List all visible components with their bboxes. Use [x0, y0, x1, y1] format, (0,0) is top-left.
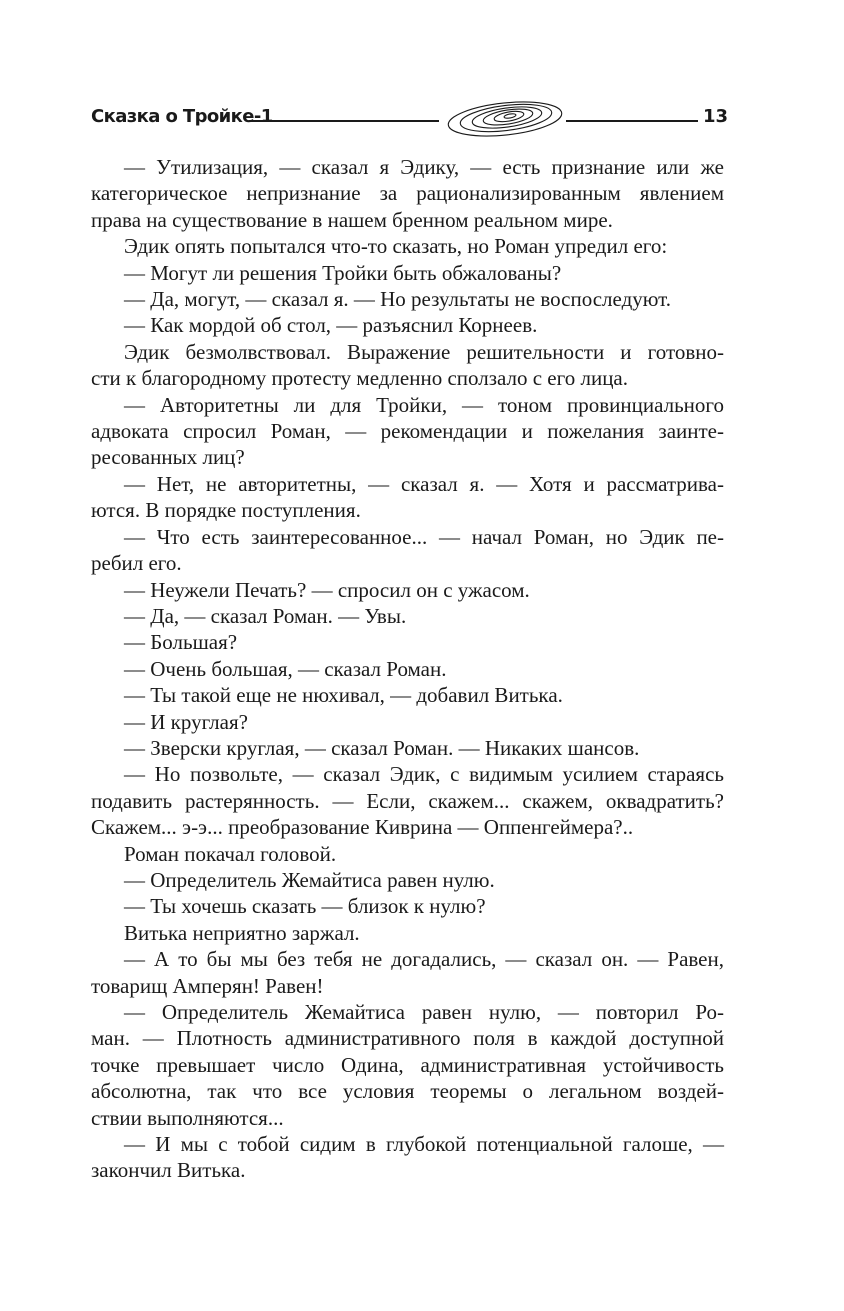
text-line: — Что есть заинтересованное... — начал Роман, но Эдик пе-: [124, 524, 724, 549]
paragraph: [91, 841, 724, 867]
text-line: Витька неприятно заржал.: [124, 920, 360, 945]
paragraph: [91, 154, 724, 233]
text-line: Роман покачал головой.: [124, 841, 337, 866]
text-line: абсолютна, так что все условия теоремы о легальном воздей-: [91, 1079, 724, 1104]
text-line: Эдик опять попытался что-то сказать, но Роман упредил его:: [124, 234, 668, 259]
paragraph: [91, 709, 724, 735]
text-line: — А то бы мы без тебя не догадались, — сказал он. — Равен,: [124, 947, 724, 972]
text-line: — Авторитетны ли для Тройки, — тоном провинциального: [124, 392, 724, 417]
paragraph: [91, 312, 724, 338]
paragraph: [91, 339, 724, 392]
header-rule-right: [566, 120, 698, 122]
paragraph: [91, 286, 724, 312]
text-line: закончил Витька.: [91, 1158, 246, 1183]
text-line: — И мы с тобой сидим в глубокой потенциальной галоше, —: [124, 1132, 724, 1157]
text-line: — Как мордой об стол, — разъяснил Корнеев.: [124, 313, 538, 338]
paragraph: [91, 1131, 724, 1184]
paragraph: [91, 577, 724, 603]
spiral-ornament-icon: [443, 98, 565, 138]
text-line: — Могут ли решения Тройки быть обжалованы?: [124, 260, 562, 285]
paragraph: [91, 392, 724, 471]
paragraph: [91, 603, 724, 629]
text-line: Эдик безмолвствовал. Выражение решительности и готовно-: [124, 339, 724, 364]
text-line: ствии выполняются...: [91, 1105, 284, 1130]
paragraph: [91, 999, 724, 1131]
paragraph: [91, 471, 724, 524]
paragraph: [91, 920, 724, 946]
body-text: [91, 154, 724, 1184]
text-line: — Очень большая, — сказал Роман.: [124, 656, 447, 681]
text-line: адвоката спросил Роман, — рекомендации и пожелания заинте-: [91, 419, 724, 444]
text-line: права на существование в нашем бренном реальном мире.: [91, 207, 613, 232]
text-line: — Утилизация, — сказал я Эдику, — есть признание или же: [124, 155, 724, 179]
page-number: 13: [703, 106, 729, 127]
text-line: категорическое непризнание за рационализированным явлением: [91, 181, 724, 206]
text-line: — Неужели Печать? — спросил он с ужасом.: [124, 577, 530, 602]
paragraph: [91, 893, 724, 919]
paragraph: [91, 735, 724, 761]
text-line: ются. В порядке поступления.: [91, 498, 361, 523]
text-line: — Определитель Жемайтиса равен нулю.: [124, 867, 495, 892]
running-header: [91, 98, 729, 138]
text-line: ресованных лиц?: [91, 445, 245, 470]
text-line: — Ты такой еще не нюхивал, — добавил Витька.: [124, 683, 563, 708]
text-line: — Нет, не авторитетны, — сказал я. — Хотя и рассматрива-: [124, 471, 724, 496]
paragraph: [91, 260, 724, 286]
text-line: товарищ Амперян! Равен!: [91, 973, 324, 998]
paragraph: [91, 867, 724, 893]
text-line: — И круглая?: [124, 709, 248, 734]
text-line: точке превышает число Одина, административная устойчивость: [91, 1052, 724, 1077]
paragraph: [91, 682, 724, 708]
paragraph: [91, 233, 724, 259]
text-line: подавить растерянность. — Если, скажем... скажем, оквадратить?: [91, 788, 724, 813]
text-line: — Да, — сказал Роман. — Увы.: [124, 603, 407, 628]
paragraph: [91, 946, 724, 999]
text-line: — Определитель Жемайтиса равен нулю, — повторил Ро-: [124, 1000, 724, 1024]
text-line: — Но позвольте, — сказал Эдик, с видимым усилием стараясь: [124, 762, 724, 787]
text-line: — Большая?: [124, 630, 238, 655]
book-title: Сказка о Тройке-1: [91, 106, 273, 127]
paragraph: [91, 656, 724, 682]
text-line: ребил его.: [91, 551, 182, 576]
text-line: ман. — Плотность административного поля в каждой доступной: [91, 1026, 724, 1051]
paragraph: [91, 524, 724, 577]
text-line: Скажем... э-э... преобразование Киврина — Оппенгеймера?..: [91, 815, 634, 840]
text-line: сти к благородному протесту медленно сползало с его лица.: [91, 366, 628, 391]
text-line: — Ты хочешь сказать — близок к нулю?: [124, 894, 486, 919]
text-line: — Зверски круглая, — сказал Роман. — Никаких шансов.: [124, 735, 640, 760]
paragraph: [91, 761, 724, 840]
header-rule-left: [249, 120, 439, 122]
paragraph: [91, 629, 724, 655]
text-line: — Да, могут, — сказал я. — Но результаты не воспоследуют.: [124, 287, 672, 312]
